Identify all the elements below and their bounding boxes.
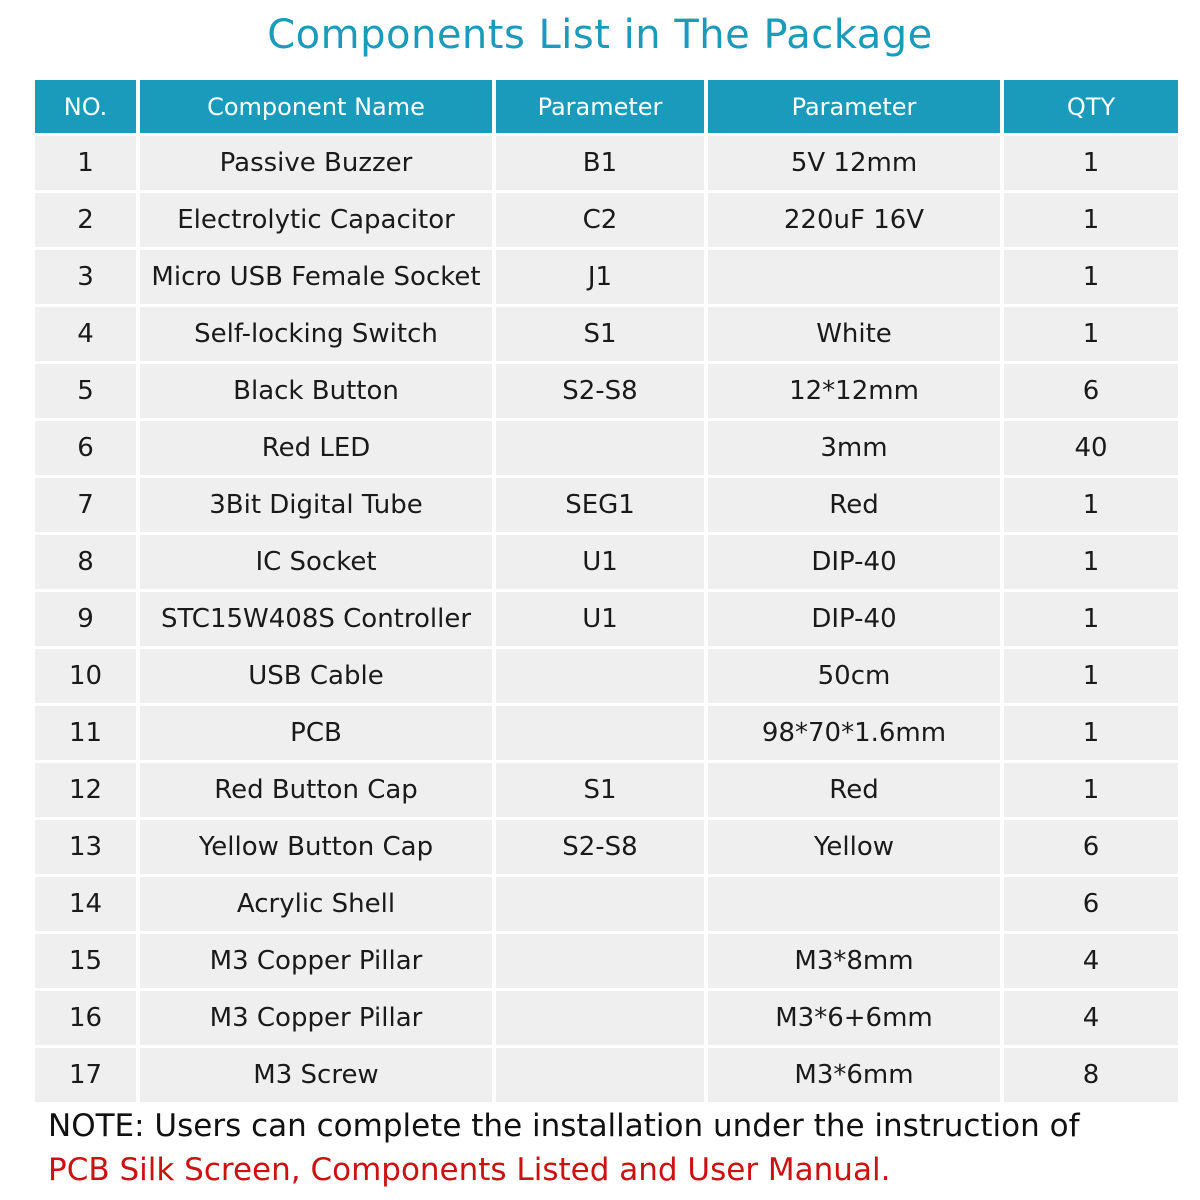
cell-parameter-2: [708, 877, 1004, 934]
table-row: [35, 193, 1178, 250]
cell-qty: 1: [1004, 706, 1178, 763]
cell-no: 6: [35, 421, 140, 478]
table-row: [35, 991, 1178, 1048]
cell-parameter-1: [496, 991, 708, 1048]
cell-parameter-1: [496, 706, 708, 763]
table-row: [35, 649, 1178, 706]
table-row: [35, 706, 1178, 763]
cell-parameter-2: Yellow: [708, 820, 1004, 877]
table-row: [35, 877, 1178, 934]
cell-component-name: Electrolytic Capacitor: [140, 193, 496, 250]
cell-component-name: USB Cable: [140, 649, 496, 706]
header-parameter-1: Parameter: [496, 80, 708, 133]
cell-parameter-1: B1: [496, 136, 708, 193]
cell-parameter-2: 12*12mm: [708, 364, 1004, 421]
installation-note: [48, 1104, 1178, 1192]
table-row: [35, 763, 1178, 820]
cell-component-name: Red Button Cap: [140, 763, 496, 820]
header-parameter-2: Parameter: [708, 80, 1004, 133]
cell-no: 10: [35, 649, 140, 706]
table-row: [35, 1048, 1178, 1105]
cell-parameter-1: J1: [496, 250, 708, 307]
cell-no: 9: [35, 592, 140, 649]
cell-parameter-2: M3*6+6mm: [708, 991, 1004, 1048]
cell-parameter-2: 5V 12mm: [708, 136, 1004, 193]
cell-qty: 40: [1004, 421, 1178, 478]
table-row: [35, 364, 1178, 421]
cell-component-name: IC Socket: [140, 535, 496, 592]
cell-component-name: PCB: [140, 706, 496, 763]
cell-parameter-2: White: [708, 307, 1004, 364]
cell-no: 16: [35, 991, 140, 1048]
table-row: [35, 307, 1178, 364]
table-row: [35, 421, 1178, 478]
page-title: Components List in The Package: [267, 12, 933, 58]
note-highlight-text: PCB Silk Screen, Components Listed and User Manual.: [48, 1152, 891, 1188]
cell-qty: 1: [1004, 193, 1178, 250]
cell-parameter-2: DIP-40: [708, 592, 1004, 649]
cell-parameter-1: U1: [496, 535, 708, 592]
cell-component-name: Micro USB Female Socket: [140, 250, 496, 307]
cell-parameter-2: Red: [708, 478, 1004, 535]
cell-qty: 1: [1004, 763, 1178, 820]
table-row: [35, 250, 1178, 307]
cell-component-name: M3 Copper Pillar: [140, 934, 496, 991]
cell-no: 14: [35, 877, 140, 934]
cell-parameter-2: M3*6mm: [708, 1048, 1004, 1105]
cell-qty: 1: [1004, 535, 1178, 592]
cell-qty: 6: [1004, 364, 1178, 421]
cell-no: 5: [35, 364, 140, 421]
cell-qty: 1: [1004, 478, 1178, 535]
cell-no: 11: [35, 706, 140, 763]
table-row: [35, 592, 1178, 649]
cell-no: 15: [35, 934, 140, 991]
cell-component-name: Red LED: [140, 421, 496, 478]
cell-qty: 4: [1004, 934, 1178, 991]
cell-parameter-2: [708, 250, 1004, 307]
cell-parameter-1: U1: [496, 592, 708, 649]
cell-parameter-1: S2-S8: [496, 820, 708, 877]
cell-parameter-2: 98*70*1.6mm: [708, 706, 1004, 763]
cell-qty: 1: [1004, 136, 1178, 193]
cell-no: 17: [35, 1048, 140, 1105]
cell-parameter-1: [496, 1048, 708, 1105]
cell-parameter-1: [496, 421, 708, 478]
cell-no: 13: [35, 820, 140, 877]
header-no: NO.: [35, 80, 140, 133]
cell-qty: 1: [1004, 649, 1178, 706]
table-row: [35, 820, 1178, 877]
cell-no: 4: [35, 307, 140, 364]
table-body: [35, 136, 1178, 1105]
header-qty: QTY: [1004, 80, 1178, 133]
cell-component-name: Self-locking Switch: [140, 307, 496, 364]
cell-component-name: Yellow Button Cap: [140, 820, 496, 877]
components-table: [35, 80, 1178, 1105]
cell-parameter-2: Red: [708, 763, 1004, 820]
cell-parameter-2: 220uF 16V: [708, 193, 1004, 250]
cell-component-name: M3 Screw: [140, 1048, 496, 1105]
cell-parameter-1: [496, 649, 708, 706]
cell-no: 2: [35, 193, 140, 250]
table-row: [35, 136, 1178, 193]
cell-qty: 8: [1004, 1048, 1178, 1105]
cell-parameter-1: S1: [496, 307, 708, 364]
cell-component-name: Passive Buzzer: [140, 136, 496, 193]
cell-component-name: Black Button: [140, 364, 496, 421]
cell-qty: 6: [1004, 877, 1178, 934]
cell-parameter-2: M3*8mm: [708, 934, 1004, 991]
cell-qty: 1: [1004, 307, 1178, 364]
table-row: [35, 535, 1178, 592]
table-row: [35, 934, 1178, 991]
cell-component-name: STC15W408S Controller: [140, 592, 496, 649]
cell-no: 3: [35, 250, 140, 307]
cell-parameter-1: S1: [496, 763, 708, 820]
cell-qty: 1: [1004, 250, 1178, 307]
cell-no: 12: [35, 763, 140, 820]
cell-parameter-1: SEG1: [496, 478, 708, 535]
cell-qty: 6: [1004, 820, 1178, 877]
cell-parameter-1: [496, 877, 708, 934]
cell-parameter-2: DIP-40: [708, 535, 1004, 592]
cell-parameter-2: 50cm: [708, 649, 1004, 706]
cell-parameter-1: S2-S8: [496, 364, 708, 421]
cell-qty: 4: [1004, 991, 1178, 1048]
cell-no: 8: [35, 535, 140, 592]
cell-parameter-1: C2: [496, 193, 708, 250]
table-row: [35, 478, 1178, 535]
note-text: NOTE: Users can complete the installation under the instruction of: [48, 1108, 1080, 1144]
cell-component-name: 3Bit Digital Tube: [140, 478, 496, 535]
cell-parameter-1: [496, 934, 708, 991]
cell-qty: 1: [1004, 592, 1178, 649]
cell-parameter-2: 3mm: [708, 421, 1004, 478]
cell-component-name: M3 Copper Pillar: [140, 991, 496, 1048]
table-header-row: [35, 80, 1178, 133]
cell-no: 7: [35, 478, 140, 535]
cell-no: 1: [35, 136, 140, 193]
header-component-name: Component Name: [140, 80, 496, 133]
cell-component-name: Acrylic Shell: [140, 877, 496, 934]
